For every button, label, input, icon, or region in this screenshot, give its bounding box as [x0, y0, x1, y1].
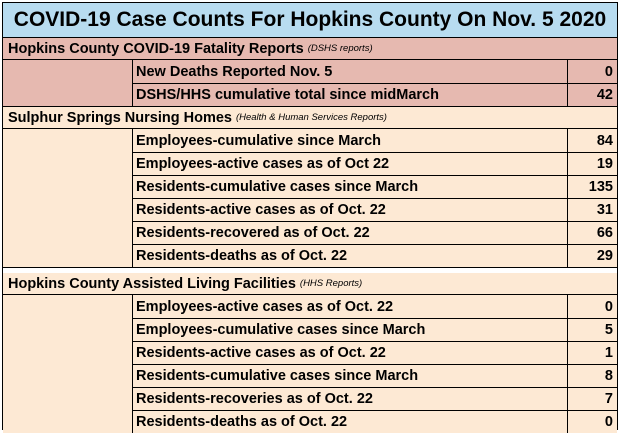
table-row	[132, 244, 617, 267]
row-label: DSHS/HHS cumulative total since midMarch	[132, 84, 568, 106]
row-value: 19	[596, 156, 613, 172]
row-value: 31	[596, 202, 613, 218]
table-row	[132, 295, 617, 318]
row-value: 1	[604, 345, 613, 361]
section-header-fatality	[3, 38, 617, 60]
row-label: Residents-recovered as of Oct. 22	[132, 222, 568, 244]
table-row	[132, 60, 617, 83]
table-row	[132, 129, 617, 152]
table-row	[132, 83, 617, 106]
row-label: Residents-deaths as of Oct. 22	[132, 411, 568, 433]
row-label: New Deaths Reported Nov. 5	[132, 60, 568, 83]
row-value: 135	[588, 179, 613, 195]
row-value: 42	[596, 87, 613, 103]
table-row	[132, 175, 617, 198]
row-value: 29	[596, 248, 613, 264]
section-title: Hopkins County Assisted Living Facilities	[8, 275, 296, 292]
row-value: 66	[596, 225, 613, 241]
row-value: 84	[596, 132, 613, 149]
row-label: Residents-cumulative cases since March	[132, 365, 568, 387]
row-label: Residents-deaths as of Oct. 22	[132, 245, 568, 267]
table-row	[132, 364, 617, 387]
table-row	[132, 221, 617, 244]
table-row	[132, 341, 617, 364]
row-value: 5	[604, 322, 613, 338]
table-row	[132, 198, 617, 221]
row-value: 8	[604, 368, 613, 384]
row-label: Residents-recoveries as of Oct. 22	[132, 388, 568, 410]
row-label: Employees-active cases as of Oct. 22	[132, 295, 568, 318]
section-header-assisted-living	[3, 273, 617, 295]
section-body-nursing-homes	[3, 129, 617, 268]
row-label: Employees-active cases as of Oct 22	[132, 153, 568, 175]
row-label: Residents-active cases as of Oct. 22	[132, 199, 568, 221]
section-source-note: (Health & Human Services Reports)	[235, 112, 387, 123]
section-title: Sulphur Springs Nursing Homes	[8, 109, 232, 126]
row-label: Residents-active cases as of Oct. 22	[132, 342, 568, 364]
section-body-assisted-living	[3, 295, 617, 433]
section-source-note: (DSHS reports)	[307, 43, 373, 54]
table-row	[132, 152, 617, 175]
row-label: Employees-cumulative cases since March	[132, 319, 568, 341]
row-value: 7	[604, 391, 613, 407]
table-row	[132, 410, 617, 433]
table-row	[132, 387, 617, 410]
row-value: 0	[604, 298, 613, 315]
row-label: Employees-cumulative since March	[132, 129, 568, 152]
section-title: Hopkins County COVID-19 Fatality Reports	[8, 40, 304, 57]
table-row	[132, 318, 617, 341]
row-value: 0	[604, 63, 613, 80]
section-header-nursing-homes	[3, 107, 617, 129]
section-body-fatality	[3, 60, 617, 107]
section-source-note: (HHS Reports)	[299, 278, 363, 289]
case-count-table	[2, 2, 618, 430]
table-title: COVID-19 Case Counts For Hopkins County On Nov. 5 2020	[3, 3, 617, 38]
row-value: 0	[604, 414, 613, 430]
row-label: Residents-cumulative cases since March	[132, 176, 568, 198]
